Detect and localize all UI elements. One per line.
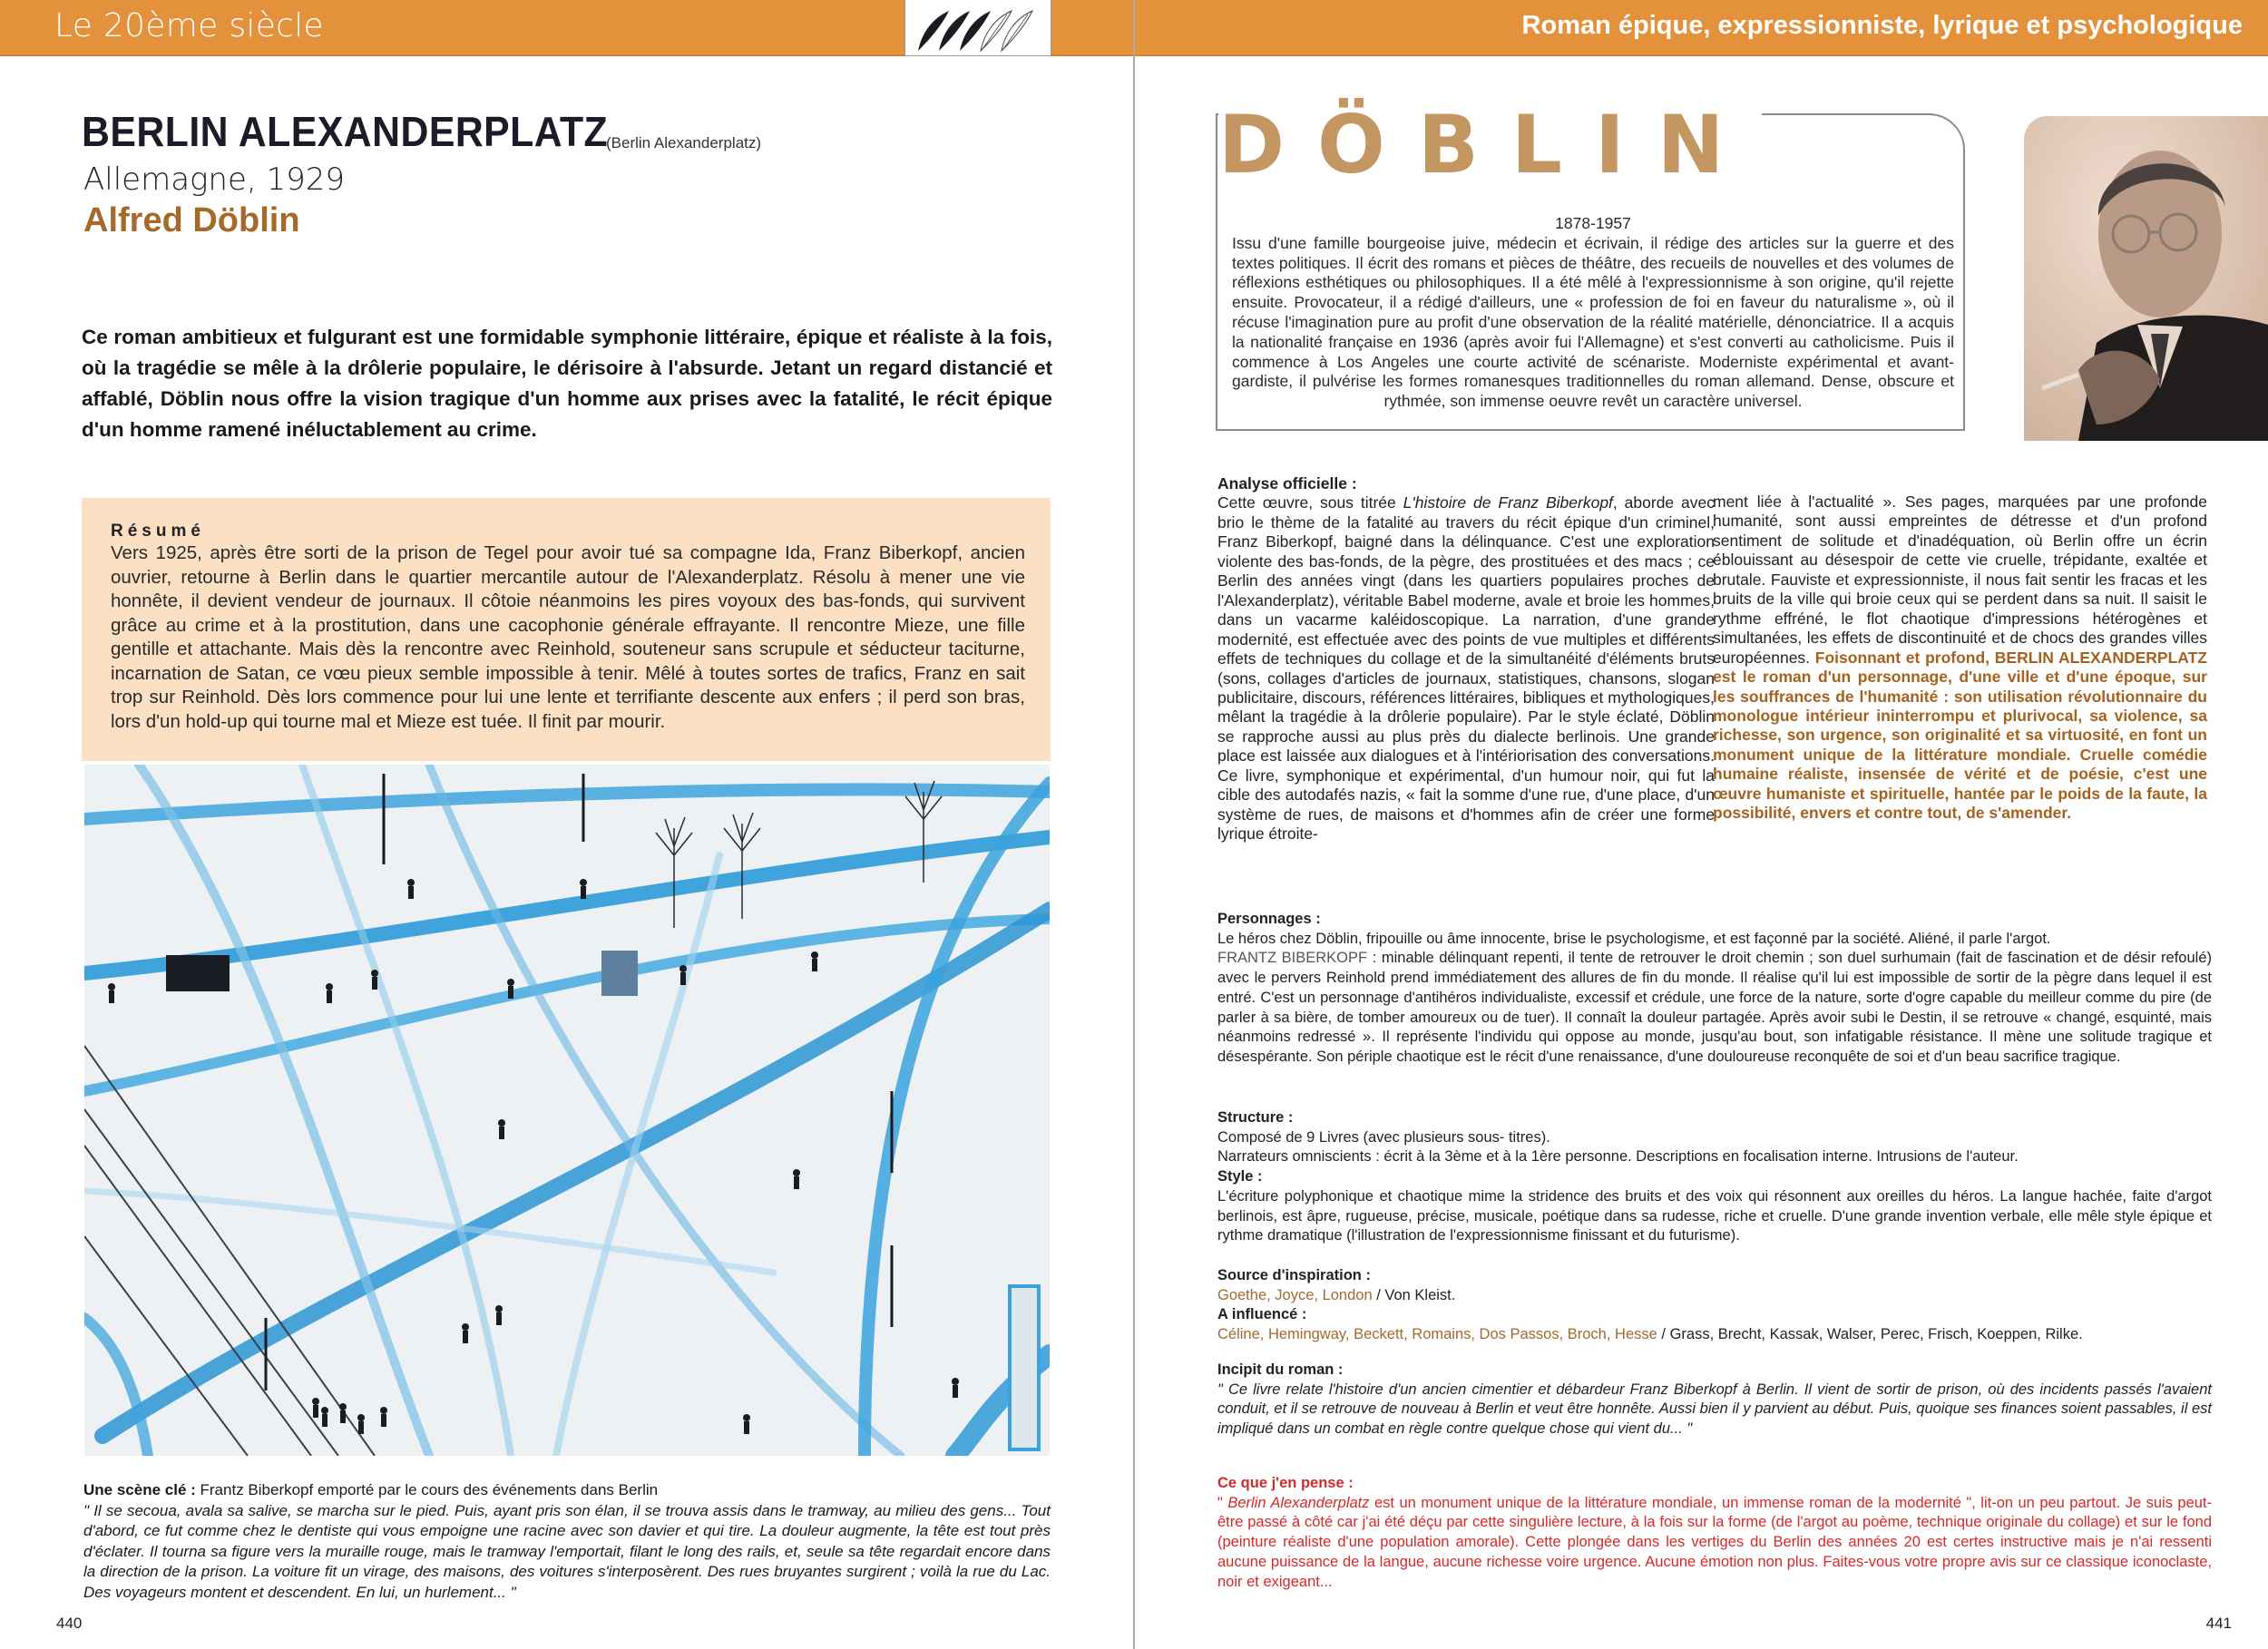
opinion-quote-open: " [1217, 1494, 1228, 1511]
author-bio [1232, 214, 1954, 412]
page-number-left: 440 [56, 1615, 83, 1632]
analysis-heading: Analyse officielle : [1217, 474, 1357, 493]
analysis-text-continued: , aborde avec brio le thème de la fatalité au travers du récit épique d'un criminel, Franz Biberkopf, baigné dans la délinquance. C'est une exploration violente des bas-fonds, de la pègre, des prostituées et des macs ; ce Berlin des années vingt (dans les quartiers populaires proches de l'Alexanderplatz), véritable Babel moderne, avale et broie les hommes, dans un vacarme kaléidoscopique. La narration, d'une grande modernité, est effectuée avec des points de vue multiples et différents effets de techniques du collage et de la simultanéité d'éléments bruts (sons, collages d'articles de journaux, statistiques, chansons, slogan publicitaire, discours, références littéraires, bibliques et mythologiques, mêlant la tragédie à la drôlerie populaire). Par le style éclaté, Döblin se rapproche aussi au plus près du dialecte berlinois. Une grande place est laissée aux dialogues et à l'intériorisation des conversations. Ce livre, symphonique et expérimental, d'un humour noir, qui fut la cible des autodafés nazis, « fait la somme d'une rue, d'une place, d'un système de rues, de maisons et d'hommes afin de créer une forme lyrique étroite- [1217, 493, 1716, 844]
summary-box [82, 498, 1051, 761]
header-band-left [0, 0, 1134, 56]
structure-heading: Structure : [1217, 1109, 1294, 1126]
analysis-text-start: Cette œuvre, sous titrée [1217, 493, 1403, 512]
quill-empty-icon [1002, 11, 1032, 51]
style-heading: Style : [1217, 1168, 1263, 1186]
structure-section [1217, 1108, 2212, 1246]
incipit-heading: Incipit du roman : [1217, 1361, 1344, 1378]
rating-quills [904, 0, 1051, 56]
key-scene-quote: " Il se secoua, avala sa salive, se marcha sur le pied. Puis, ayant pris son élan, il se trouva assis dans le tramway, au milieu des gens... Tout d'abord, ce fut comme chez le dentiste qui vous empoigne une racine avec son davier et qui tire. La douleur augmente, la tête est tout près d'éclater. Il tourna sa figure vers la muraille rouge, mais le tramway l'emportait, filant le long des rails, et, seule sa tête regardait encore dans la direction de la prison. La voiture fit un virage, des maisons, des voitures s'interposèrent. Des rues bruyantes surgirent ; voilà la rue du Lac. Des voyageurs montent et descendent. En lui, un hurlement... " [83, 1501, 1051, 1601]
analysis-highlight: Foisonnant et profond, BERLIN ALEXANDERPLATZ est le roman d'un personnage, d'une ville et d'une époque, sur les souffrances de l'humanité : son utilisation révolutionnaire du monologue intérieur ininterrompu et plurivocal, sa violence, sa richesse, son urgence, son originalité et sa virtuosité, en font un monument unique de la littérature mondiale. Cruelle comédie humaine réaliste, insensée de vérité et de poésie, c'est une œuvre humaniste et spirituelle, hantée par le poids de la faute, la possibilité, envers et contre tout, de s'amender. [1713, 648, 2207, 823]
character-description: : minable délinquant repenti, il tente de retrouver le droit chemin ; son duel surhumain (fait de fascination et de désir refoulé) avec le pervers Reinhold prend immédiatement des allures de fin du monde. Il réalise qu'il lui est impossible de sortir de la pègre dans lequel il est entré. C'est un personnage d'antihéros individualiste, excessif et crédule, une force de la nature, sorte d'ogre capable du meilleur comme du pire (de parler à sa bière, de tomber amoureux ou de tuer). Il connaît la douleur partagée. Après avoir subi le Destin, il se retrouve « changé, esquinté, mais néanmoins redressé ». Il représente l'individu qui oppose au monde, jusqu'au bout, son infatigable résistance. Il mène une solitude tragique et désespérante. Son périple chaotique est le récit d'une renaissance, d'une douloureuse reconquête de soi et d'un beau sacrifice tragique. [1217, 950, 2212, 1065]
summary-title: Résumé [111, 522, 205, 541]
watercolor-alexanderplatz-illustration [84, 765, 1050, 1456]
key-scene-caption: Frantz Biberkopf emporté par le cours des événements dans Berlin [200, 1481, 659, 1498]
opinion-title-italic: Berlin Alexanderplatz [1227, 1494, 1370, 1511]
country-year: Allemagne, 1929 [83, 161, 346, 198]
author-portrait-photo [2024, 116, 2268, 441]
original-title: (Berlin Alexanderplatz) [606, 134, 762, 151]
analysis-text-col2: ment liée à l'actualité ». Ses pages, marquées par une profonde humanité, sont aussi empreintes de détresse et d'un profond sentiment de solitude et d'inadéquation, où Berlin offre un écrin éblouissant au désespoir de cette vie cruelle, trépidante, exaltée et brutale. Fauviste et expressionniste, il nous fait sentir les fracas et les bruits de la ville qui broie ceux qui se perdent dans sa nuit. Il saisit le rythme effréné, le flot chaotique d'impressions hétérogènes et simultanées, les effets de discontinuité et de chocs des grandes villes européennes. [1713, 493, 2207, 667]
incipit-text: " Ce livre relate l'histoire d'un ancien cimentier et débardeur Franz Biberkopf à Berlin. Il vient de sortir de prison, où des incidents passés l'avaient conduit, et il se retrouve de nouveau à Berlin et veut être honnête. Aussi bien il y parvient au début. Puis, quoique ses finances soient passables, il est impliqué dans un combat en règle contre quelque chose qui vient du... " [1217, 1381, 2212, 1438]
column-monument [601, 951, 638, 996]
book-spine-divider [1133, 0, 1135, 1649]
official-analysis-column-1 [1217, 474, 1715, 844]
key-scene [83, 1480, 1051, 1603]
intro-paragraph: Ce roman ambitieux et fulgurant est une formidable symphonie littéraire, épique et réaliste à la fois, où la tragédie se mêle à la drôlerie populaire, le dérisoire à l'absurde. Jetant un regard distancié et affablé, Döblin nous offre la vision tragique d'un homme aux prises avec la fatalité, le récit épique d'un homme ramené inéluctablement au crime. [82, 326, 1052, 441]
characters-intro: Le héros chez Döblin, fripouille ou âme innocente, brise le psychologisme, et est façonné par la société. Aliéné, il parle l'argot. [1217, 930, 2051, 947]
author-name: Alfred Döblin [83, 201, 300, 239]
style-text: L'écriture polyphonique et chaotique mime la stridence des bruits et des voix qui résonnent aux oreilles du héros. La langue hachée, faite d'argot berlinois, est âpre, rugueuse, précise, musicale, poétique dans sa rudesse, riche et cruelle. D'une grande invention verbale, elle mêle style épique et rythme dramatique (l'illustration de l'expressionnisme finissant et du futurisme). [1217, 1187, 2212, 1244]
structure-line-1: Composé de 9 Livres (avec plusieurs sous- titres). [1217, 1128, 1550, 1146]
right-page [1134, 0, 2268, 1649]
character-name: FRANTZ BIBERKOPF [1217, 950, 1368, 967]
author-surname-heading: DÖBLIN [1218, 102, 1762, 189]
characters-section [1217, 910, 2212, 1068]
platform [1010, 1286, 1039, 1449]
key-scene-label: Une scène clé : [83, 1481, 196, 1498]
influenced-authors-highlighted: Céline, Hemingway, Beckett, Romains, Dos Passos, Broch, Hesse [1217, 1326, 1657, 1343]
book-title: BERLIN ALEXANDERPLATZ [82, 108, 609, 155]
opinion-section [1217, 1474, 2212, 1592]
incipit-section [1217, 1361, 2212, 1439]
genre-title: Roman épique, expressionniste, lyrique et psychologique [1521, 11, 2243, 40]
summary-text: Vers 1925, après être sorti de la prison de Tegel pour avoir tué sa compagne Ida, Franz Biberkopf, ancien ouvrier, retourne à Berlin dans le quartier mercantile autour de l'Alexanderplatz. Résolu à mener une vie honnête, il devient vendeur de journaux. Il côtoie néanmoins les pires voyoux des bas-fonds, qui survivent grâce au crime et à la prostitution, dans une cacophonie générale effrayante. Il rencontre Mieze, une fille gentille et attachante. Mais dès la rencontre avec Reinhold, souteneur sans scrupule et séducteur taciturne, incarnation de Satan, ce vœu pieux semble impossible à tenir. Mêlé à toutes sortes de trafics, Franz en sait trop sur Reinhold. Dès lors commence pour lui une lente et terrifiante descente aux enfers ; il perd son bras, lors d'un hold-up qui tourne mal et Mieze est tuée. Il finit par mourir. [111, 542, 1025, 732]
characters-heading: Personnages : [1217, 911, 1321, 927]
opinion-text: est un monument unique de la littérature mondiale, un immense roman de la modernité ", lit-on un peu partout. Je suis peut-être passé à côté car j'ai été déçu par cette singulière lecture, à la fois sur la forme (de l'argot au poème, technique originale du collage) et sur le fond (peinture réaliste d'une population amorale). Cette plongée dans les vertiges du Berlin des années 20 est certes instructive mais je n'ai ressenti aucune puissance de la langue, aucune richesse voire urgence. Aucune émotion non plus. Faites-vous votre propre avis sur ce classique iconoclaste, noir et exigeant... [1217, 1494, 2213, 1590]
inspiration-section [1217, 1266, 2212, 1345]
structure-line-2: Narrateurs omniscients : écrit à la 3ème et à la 1ère personne. Descriptions en focalisation interne. Intrusions de l'auteur. [1217, 1148, 2019, 1166]
influenced-heading: A influencé : [1217, 1306, 1307, 1323]
header-band-right [1134, 0, 2268, 56]
official-analysis-column-2 [1713, 493, 2207, 824]
author-bio-text: Issu d'une famille bourgeoise juive, médecin et écrivain, il rédige des articles sur la guerre et des textes politiques. Il écrit des romans et pièces de théâtre, des recueils de nouvelles et des volumes de réflexions esthétiques ou philosophiques. Il a été mêlé à l'expressionnisme à son origine, qu'il rejette ensuite. Provocateur, il a rédigé d'ailleurs, une « profession de foi en faveur du naturalisme », où il récuse l'imagination pure au profit d'une observation de la réalité matérielle, dénonciatrice. Il a acquis la nationalité française en 1936 (après avoir fui l'Allemagne) et s'est converti au catholicisme. Puis il commence à Los Angeles une courte activité de scénariste. Moderniste expérimental et avant-gardiste, il pulvérise les formes romanesques traditionnelles du roman allemand. Dense, obscure et rythmée, son immense oeuvre revêt un caractère universel. [1232, 233, 1954, 411]
inspiration-authors-other: / Von Kleist. [1372, 1286, 1456, 1303]
opinion-heading: Ce que j'en pense : [1217, 1475, 1354, 1491]
inspiration-heading: Source d'inspiration : [1217, 1267, 1371, 1283]
page-number-right: 441 [2205, 1615, 2232, 1632]
quill-feathers-rating-icon [909, 5, 1049, 54]
section-title: Le 20ème siècle [54, 7, 324, 44]
influenced-authors-other: / Grass, Brecht, Kassak, Walser, Perec, Frisch, Koeppen, Rilke. [1657, 1326, 2083, 1343]
inspiration-authors-highlighted: Goethe, Joyce, London [1217, 1286, 1373, 1303]
kiosk [166, 955, 230, 991]
author-years: 1878-1957 [1555, 214, 1631, 232]
analysis-subtitle-italic: L'histoire de Franz Biberkopf [1403, 493, 1613, 512]
